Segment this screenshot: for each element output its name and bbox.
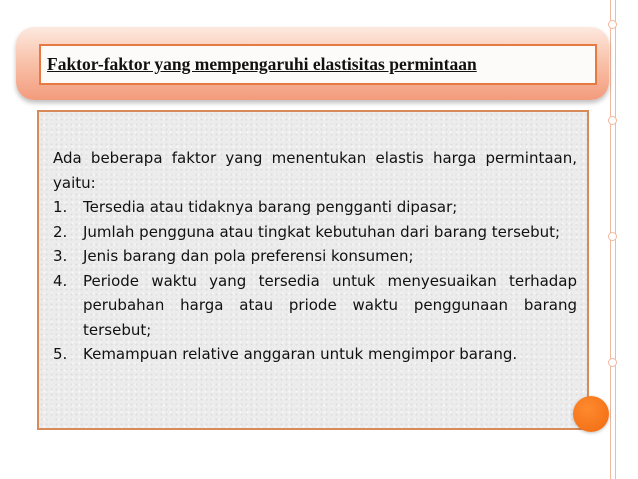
decorative-rail-dot [608, 358, 617, 367]
accent-circle-decoration [573, 396, 609, 432]
factor-item [53, 244, 577, 269]
factor-item [53, 342, 577, 367]
decorative-rail-dot [608, 116, 617, 125]
factor-number: 2. [53, 222, 68, 241]
factor-item [53, 269, 577, 343]
factor-text: Periode waktu yang tersedia untuk menyesuaikan terhadap perubahan harga atau priode waktu penggunaan barang tersebut; [83, 271, 577, 339]
factor-text: Tersedia atau tidaknya barang pengganti dipasar; [83, 198, 458, 216]
factor-text: Kemampuan relative anggaran untuk mengimpor barang. [83, 345, 518, 363]
decorative-rail-dot [608, 20, 617, 29]
factor-number: 5. [53, 345, 68, 363]
content-box [37, 110, 589, 430]
factor-list [53, 195, 577, 367]
slide-title: Faktor-faktor yang mempengaruhi elastisitas permintaan [47, 54, 477, 74]
factor-text: Jenis barang dan pola preferensi konsumen; [83, 247, 414, 265]
factor-text: Jumlah pengguna atau tingkat kebutuhan dari barang tersebut; [83, 222, 561, 241]
decorative-rail-dot [608, 232, 617, 241]
title-box [39, 44, 597, 85]
factor-number: 3. [53, 247, 68, 265]
intro-text: Ada beberapa faktor yang menentukan elastis harga permintaan, yaitu: [53, 149, 577, 192]
factor-number: 4. [53, 271, 68, 290]
factor-number: 1. [53, 198, 68, 216]
factor-item [53, 220, 577, 245]
factor-item [53, 195, 577, 220]
